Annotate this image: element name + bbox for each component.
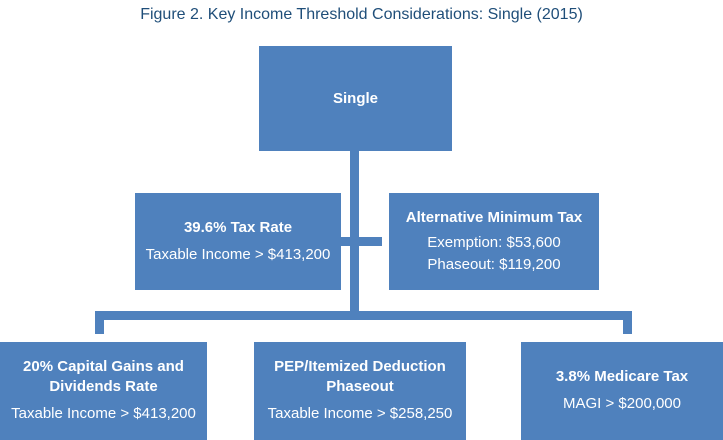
root-box-single bbox=[259, 46, 452, 151]
box-pep-line: Taxable Income > $258,250 bbox=[267, 405, 453, 422]
box-amt bbox=[389, 193, 599, 290]
box-medicare-line: MAGI > $200,000 bbox=[563, 395, 681, 412]
box-capital-gains-heading-2: Dividends Rate bbox=[49, 378, 158, 395]
box-medicare-heading: 3.8% Medicare Tax bbox=[555, 368, 689, 385]
connector-drop-right bbox=[623, 311, 632, 334]
box-pep bbox=[254, 342, 466, 440]
root-box-label: Single bbox=[332, 89, 378, 107]
box-capital-gains bbox=[0, 342, 207, 440]
box-amt-heading: Alternative Minimum Tax bbox=[405, 208, 583, 226]
box-amt-phaseout: Phaseout: $119,200 bbox=[427, 255, 561, 273]
box-pep-heading-1: PEP/Itemized Deduction bbox=[274, 358, 446, 375]
connector-root-vertical bbox=[350, 151, 359, 320]
box-tax-rate-heading: 39.6% Tax Rate bbox=[183, 218, 293, 236]
connector-bottom-horizontal bbox=[95, 311, 632, 320]
box-medicare bbox=[521, 342, 723, 440]
box-tax-rate-line: Taxable Income > $413,200 bbox=[145, 245, 331, 263]
box-capital-gains-heading-1: 20% Capital Gains and bbox=[23, 358, 184, 375]
box-pep-heading-2: Phaseout bbox=[326, 378, 394, 395]
box-amt-exemption: Exemption: $53,600 bbox=[427, 233, 561, 251]
connector-middle-horizontal bbox=[341, 237, 382, 246]
box-tax-rate bbox=[135, 193, 341, 290]
connector-drop-left bbox=[95, 311, 104, 334]
figure-title: Figure 2. Key Income Threshold Considerations: Single (2015) bbox=[140, 6, 583, 23]
box-capital-gains-line: Taxable Income > $413,200 bbox=[11, 405, 196, 422]
